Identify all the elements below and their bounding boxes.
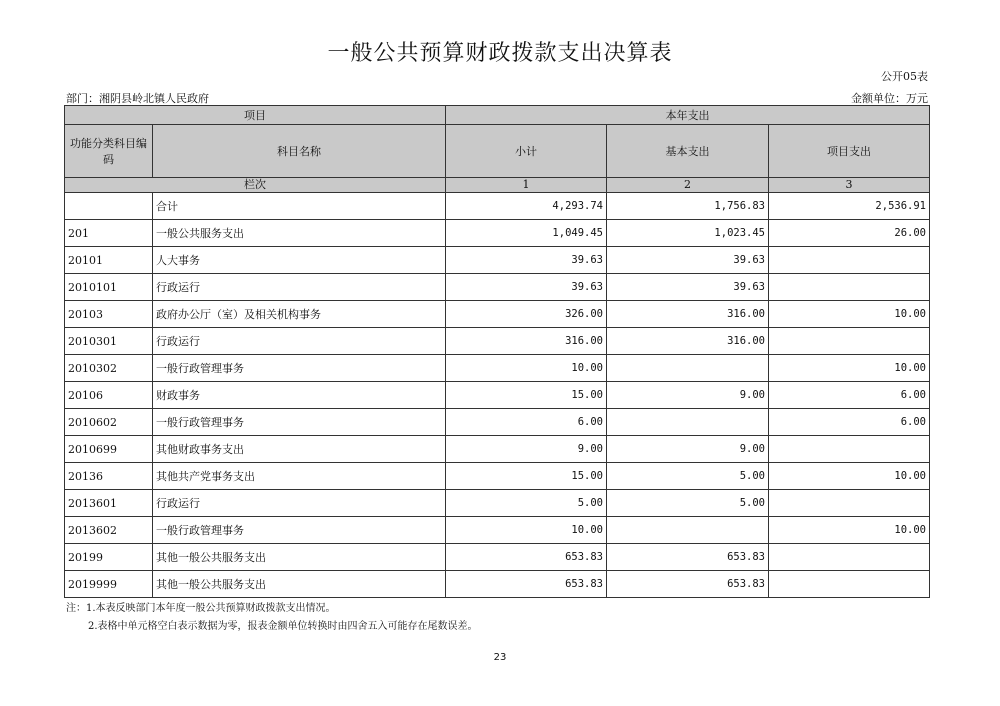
project-cell	[769, 490, 930, 517]
name-cell: 财政事务	[153, 382, 446, 409]
note-1: 注：1.本表反映部门本年度一般公共预算财政拨款支出情况。	[66, 603, 336, 614]
table-row	[65, 517, 930, 544]
subtotal-cell: 316.00	[446, 328, 607, 355]
item-header: 项目	[65, 106, 446, 125]
project-cell: 10.00	[769, 463, 930, 490]
name-cell: 行政运行	[153, 274, 446, 301]
name-header: 科目名称	[153, 125, 446, 178]
name-cell: 一般行政管理事务	[153, 517, 446, 544]
project-cell	[769, 274, 930, 301]
basic-cell: 5.00	[607, 490, 769, 517]
project-cell: 10.00	[769, 355, 930, 382]
department-label: 部门：湘阴县岭北镇人民政府	[66, 92, 209, 105]
code-cell: 20101	[65, 247, 153, 274]
note-2: 2.表格中单元格空白表示数据为零，报表金额单位转换时由四舍五入可能存在尾数误差。	[88, 621, 478, 632]
subtotal-cell: 9.00	[446, 436, 607, 463]
subtotal-cell: 653.83	[446, 544, 607, 571]
table-row	[65, 274, 930, 301]
table-row	[65, 355, 930, 382]
project-cell	[769, 436, 930, 463]
name-cell: 合计	[153, 193, 446, 220]
basic-cell: 9.00	[607, 382, 769, 409]
project-cell: 2,536.91	[769, 193, 930, 220]
col-number-2: 2	[607, 178, 769, 193]
basic-cell: 316.00	[607, 301, 769, 328]
subtotal-cell: 326.00	[446, 301, 607, 328]
subtotal-cell: 1,049.45	[446, 220, 607, 247]
table-row	[65, 490, 930, 517]
project-cell	[769, 544, 930, 571]
name-cell: 其他一般公共服务支出	[153, 571, 446, 598]
code-cell: 2013601	[65, 490, 153, 517]
table-row	[65, 382, 930, 409]
amount-unit-label: 金额单位：万元	[851, 92, 928, 105]
code-cell: 2010302	[65, 355, 153, 382]
header-row-1	[65, 106, 930, 125]
basic-cell: 39.63	[607, 274, 769, 301]
code-cell: 2010602	[65, 409, 153, 436]
project-cell	[769, 571, 930, 598]
code-cell: 2010301	[65, 328, 153, 355]
code-cell: 2010699	[65, 436, 153, 463]
basic-cell: 5.00	[607, 463, 769, 490]
current-year-header: 本年支出	[446, 106, 930, 125]
basic-cell: 653.83	[607, 571, 769, 598]
code-cell: 2010101	[65, 274, 153, 301]
project-cell: 10.00	[769, 301, 930, 328]
name-cell: 人大事务	[153, 247, 446, 274]
row-label: 栏次	[65, 178, 446, 193]
report-title: 一般公共预算财政拨款支出决算表	[327, 41, 673, 66]
basic-cell: 1,756.83	[607, 193, 769, 220]
subtotal-cell: 5.00	[446, 490, 607, 517]
subtotal-cell: 15.00	[446, 463, 607, 490]
basic-cell: 1,023.45	[607, 220, 769, 247]
col-number-1: 1	[446, 178, 607, 193]
code-cell: 20199	[65, 544, 153, 571]
name-cell: 行政运行	[153, 328, 446, 355]
notes	[66, 600, 478, 636]
basic-cell	[607, 355, 769, 382]
basic-cell: 653.83	[607, 544, 769, 571]
table-row	[65, 544, 930, 571]
project-cell	[769, 247, 930, 274]
basic-cell	[607, 517, 769, 544]
table-row	[65, 193, 930, 220]
expenditure-table	[64, 105, 930, 598]
table-row	[65, 436, 930, 463]
code-cell: 20106	[65, 382, 153, 409]
name-cell: 其他一般公共服务支出	[153, 544, 446, 571]
project-cell: 26.00	[769, 220, 930, 247]
table-row	[65, 571, 930, 598]
name-cell: 其他财政事务支出	[153, 436, 446, 463]
subtotal-cell: 10.00	[446, 517, 607, 544]
code-cell	[65, 193, 153, 220]
name-cell: 行政运行	[153, 490, 446, 517]
subtotal-header: 小计	[446, 125, 607, 178]
code-cell: 20136	[65, 463, 153, 490]
basic-cell: 9.00	[607, 436, 769, 463]
subtotal-cell: 10.00	[446, 355, 607, 382]
subtotal-cell: 4,293.74	[446, 193, 607, 220]
name-cell: 一般行政管理事务	[153, 409, 446, 436]
code-cell: 2013602	[65, 517, 153, 544]
basic-cell	[607, 409, 769, 436]
code-cell: 201	[65, 220, 153, 247]
code-cell: 20103	[65, 301, 153, 328]
table-row	[65, 463, 930, 490]
table-row	[65, 301, 930, 328]
name-cell: 政府办公厅（室）及相关机构事务	[153, 301, 446, 328]
subtotal-cell: 15.00	[446, 382, 607, 409]
column-number-row	[65, 178, 930, 193]
code-header: 功能分类科目编码	[65, 125, 153, 178]
table-row	[65, 220, 930, 247]
project-header: 项目支出	[769, 125, 930, 178]
project-cell: 6.00	[769, 409, 930, 436]
project-cell	[769, 328, 930, 355]
project-cell: 6.00	[769, 382, 930, 409]
name-cell: 一般公共服务支出	[153, 220, 446, 247]
table-row	[65, 328, 930, 355]
basic-header: 基本支出	[607, 125, 769, 178]
basic-cell: 316.00	[607, 328, 769, 355]
code-cell: 2019999	[65, 571, 153, 598]
header-row-2	[65, 125, 930, 178]
basic-cell: 39.63	[607, 247, 769, 274]
subtotal-cell: 6.00	[446, 409, 607, 436]
page-number: 23	[493, 652, 507, 663]
form-number: 公开05表	[881, 70, 928, 83]
name-cell: 其他共产党事务支出	[153, 463, 446, 490]
col-number-3: 3	[769, 178, 930, 193]
subtotal-cell: 39.63	[446, 274, 607, 301]
subtotal-cell: 39.63	[446, 247, 607, 274]
project-cell: 10.00	[769, 517, 930, 544]
table-row	[65, 247, 930, 274]
subtotal-cell: 653.83	[446, 571, 607, 598]
table-row	[65, 409, 930, 436]
name-cell: 一般行政管理事务	[153, 355, 446, 382]
